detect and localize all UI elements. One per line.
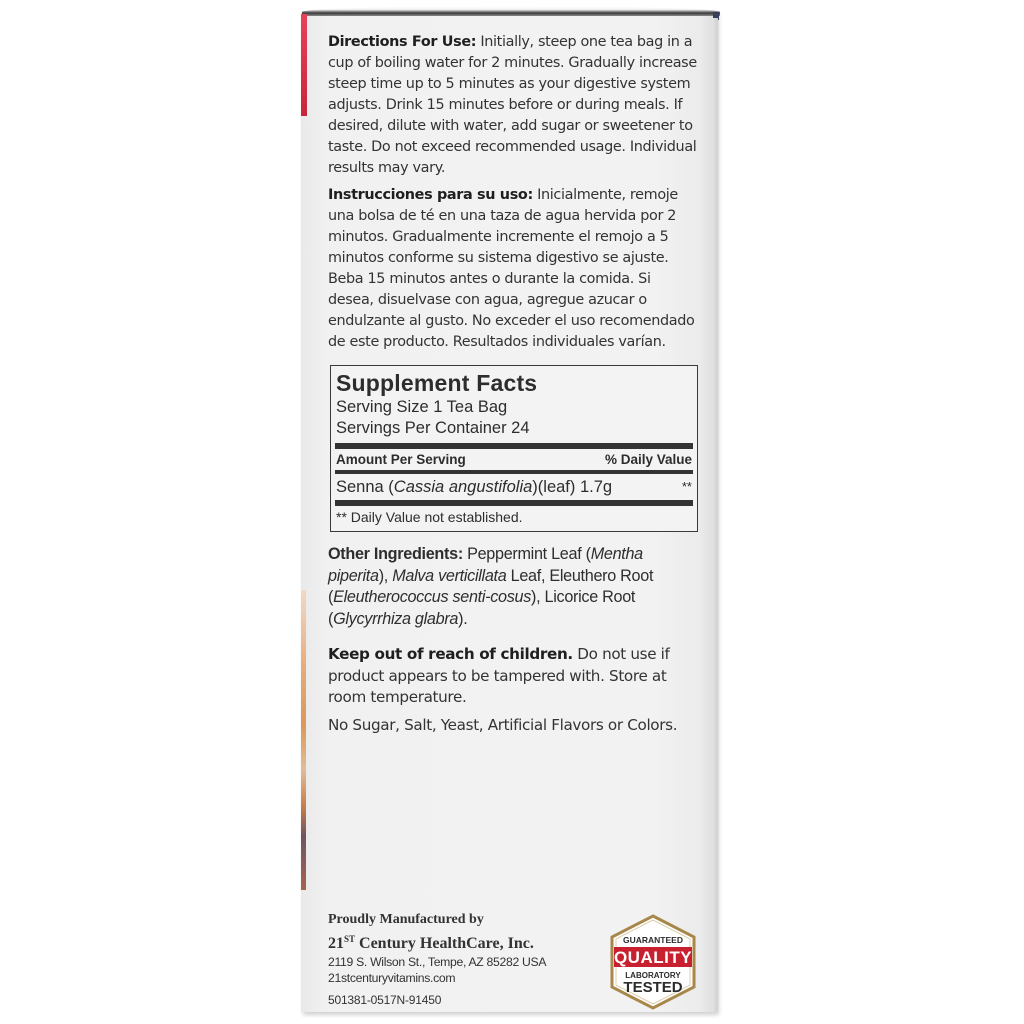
servings-per-container: Servings Per Container 24 (336, 419, 530, 437)
directions-english (328, 32, 700, 179)
manufacturer-website: 21stcenturyvitamins.com (328, 971, 456, 985)
badge-tested: TESTED (623, 979, 683, 996)
other-ingredients-part: ). (458, 609, 468, 628)
directions-spanish (328, 185, 700, 353)
box-top-edge (302, 6, 720, 16)
manufacturer-block (328, 911, 588, 1008)
directions-body: Initially, steep one tea bag in a cup of boiling water for 2 minutes. Gradually increase steep time up to 5 minutes as your digestive system adjusts. Drink 15 minutes before or during meals. If desired, dilute with water, add sugar or sweetener to taste. Do not exceed recommended usage. Individual results may vary. (328, 34, 697, 176)
other-ingredients-part: ), Licorice Root ( (328, 588, 636, 628)
supplement-facts-title: Supplement Facts (336, 370, 538, 396)
badge-quality: QUALITY (613, 948, 693, 967)
facts-divider-thick-bottom (335, 500, 693, 506)
warning-heading: Keep out of reach of children. (328, 645, 573, 663)
facts-column-header (336, 451, 692, 468)
instrucciones-body: Inicialmente, remoje una bolsa de té en una taza de agua hervida por 2 minutos. Gradualmente incremente el remojo a 5 minutos conforme su sistema digestivo se ajuste. Beba 15 minutos antes o durante la comida. Si desea, disuelvase con agua, agregue azucar o endulzante al gusto. No exceder el uso recomendado de este producto. Resultados individuales varían. (328, 187, 695, 350)
manufacturer-name-prefix: 21 (328, 935, 344, 952)
box-red-edge-strip (301, 14, 307, 116)
label-content (328, 32, 700, 742)
directions-heading: Directions For Use: (328, 34, 477, 50)
badge-guaranteed: GUARANTEED (623, 935, 683, 945)
other-ingredients-latin: Glycyrrhiza glabra (333, 609, 459, 628)
facts-row-senna (336, 476, 692, 498)
daily-value-label: % Daily Value (604, 452, 692, 467)
product-code: 501381-0517N-91450 (328, 993, 442, 1007)
other-ingredients (328, 544, 700, 630)
other-ingredients-part: ), (378, 566, 393, 585)
other-ingredients-part: Peppermint Leaf ( (462, 545, 591, 563)
manufactured-by-label: Proudly Manufactured by (328, 912, 484, 927)
ingredient-amount: )(leaf) 1.7g (532, 478, 613, 496)
warning-text (328, 644, 700, 709)
box-right-edge (712, 18, 718, 1012)
badge-laboratory: LABORATORY (625, 971, 681, 980)
facts-divider-medium (335, 470, 693, 474)
other-ingredients-latin: Eleutherococcus senti-cosus (333, 588, 532, 606)
instrucciones-heading: Instrucciones para su uso: (328, 187, 533, 203)
manufacturer-name-sup: ST (344, 934, 356, 944)
other-ingredients-latin: Mentha piperita (328, 545, 643, 585)
ingredient-name (336, 476, 612, 498)
other-ingredients-heading: Other Ingredients: (328, 545, 463, 563)
ingredient-name-prefix: Senna ( (336, 478, 394, 496)
manufacturer-address: 2119 S. Wilson St., Tempe, AZ 85282 USA (328, 955, 547, 969)
facts-divider-thick (335, 443, 693, 449)
other-ingredients-part: Leaf, Eleuthero Root ( (328, 566, 654, 606)
ingredient-daily-value: ** (681, 479, 692, 494)
facts-footnote: ** Daily Value not established. (336, 509, 523, 525)
warning-body: Do not use if product appears to be tampered with. Store at room temperature. (328, 645, 670, 706)
other-ingredients-latin: Malva verticillata (392, 566, 507, 585)
free-from-statement: No Sugar, Salt, Yeast, Artificial Flavors or Colors. (328, 715, 678, 734)
manufacturer-name-suffix: Century HealthCare, Inc. (355, 935, 534, 952)
box-front-edge-strip (301, 590, 306, 890)
ingredient-latin-name: Cassia angustifolia (393, 478, 533, 496)
quality-badge (608, 913, 698, 1011)
amount-per-serving-label: Amount Per Serving (336, 452, 466, 467)
manufacturer-name (328, 929, 588, 954)
supplement-facts-panel (330, 365, 698, 532)
serving-size: Serving Size 1 Tea Bag (336, 398, 508, 416)
